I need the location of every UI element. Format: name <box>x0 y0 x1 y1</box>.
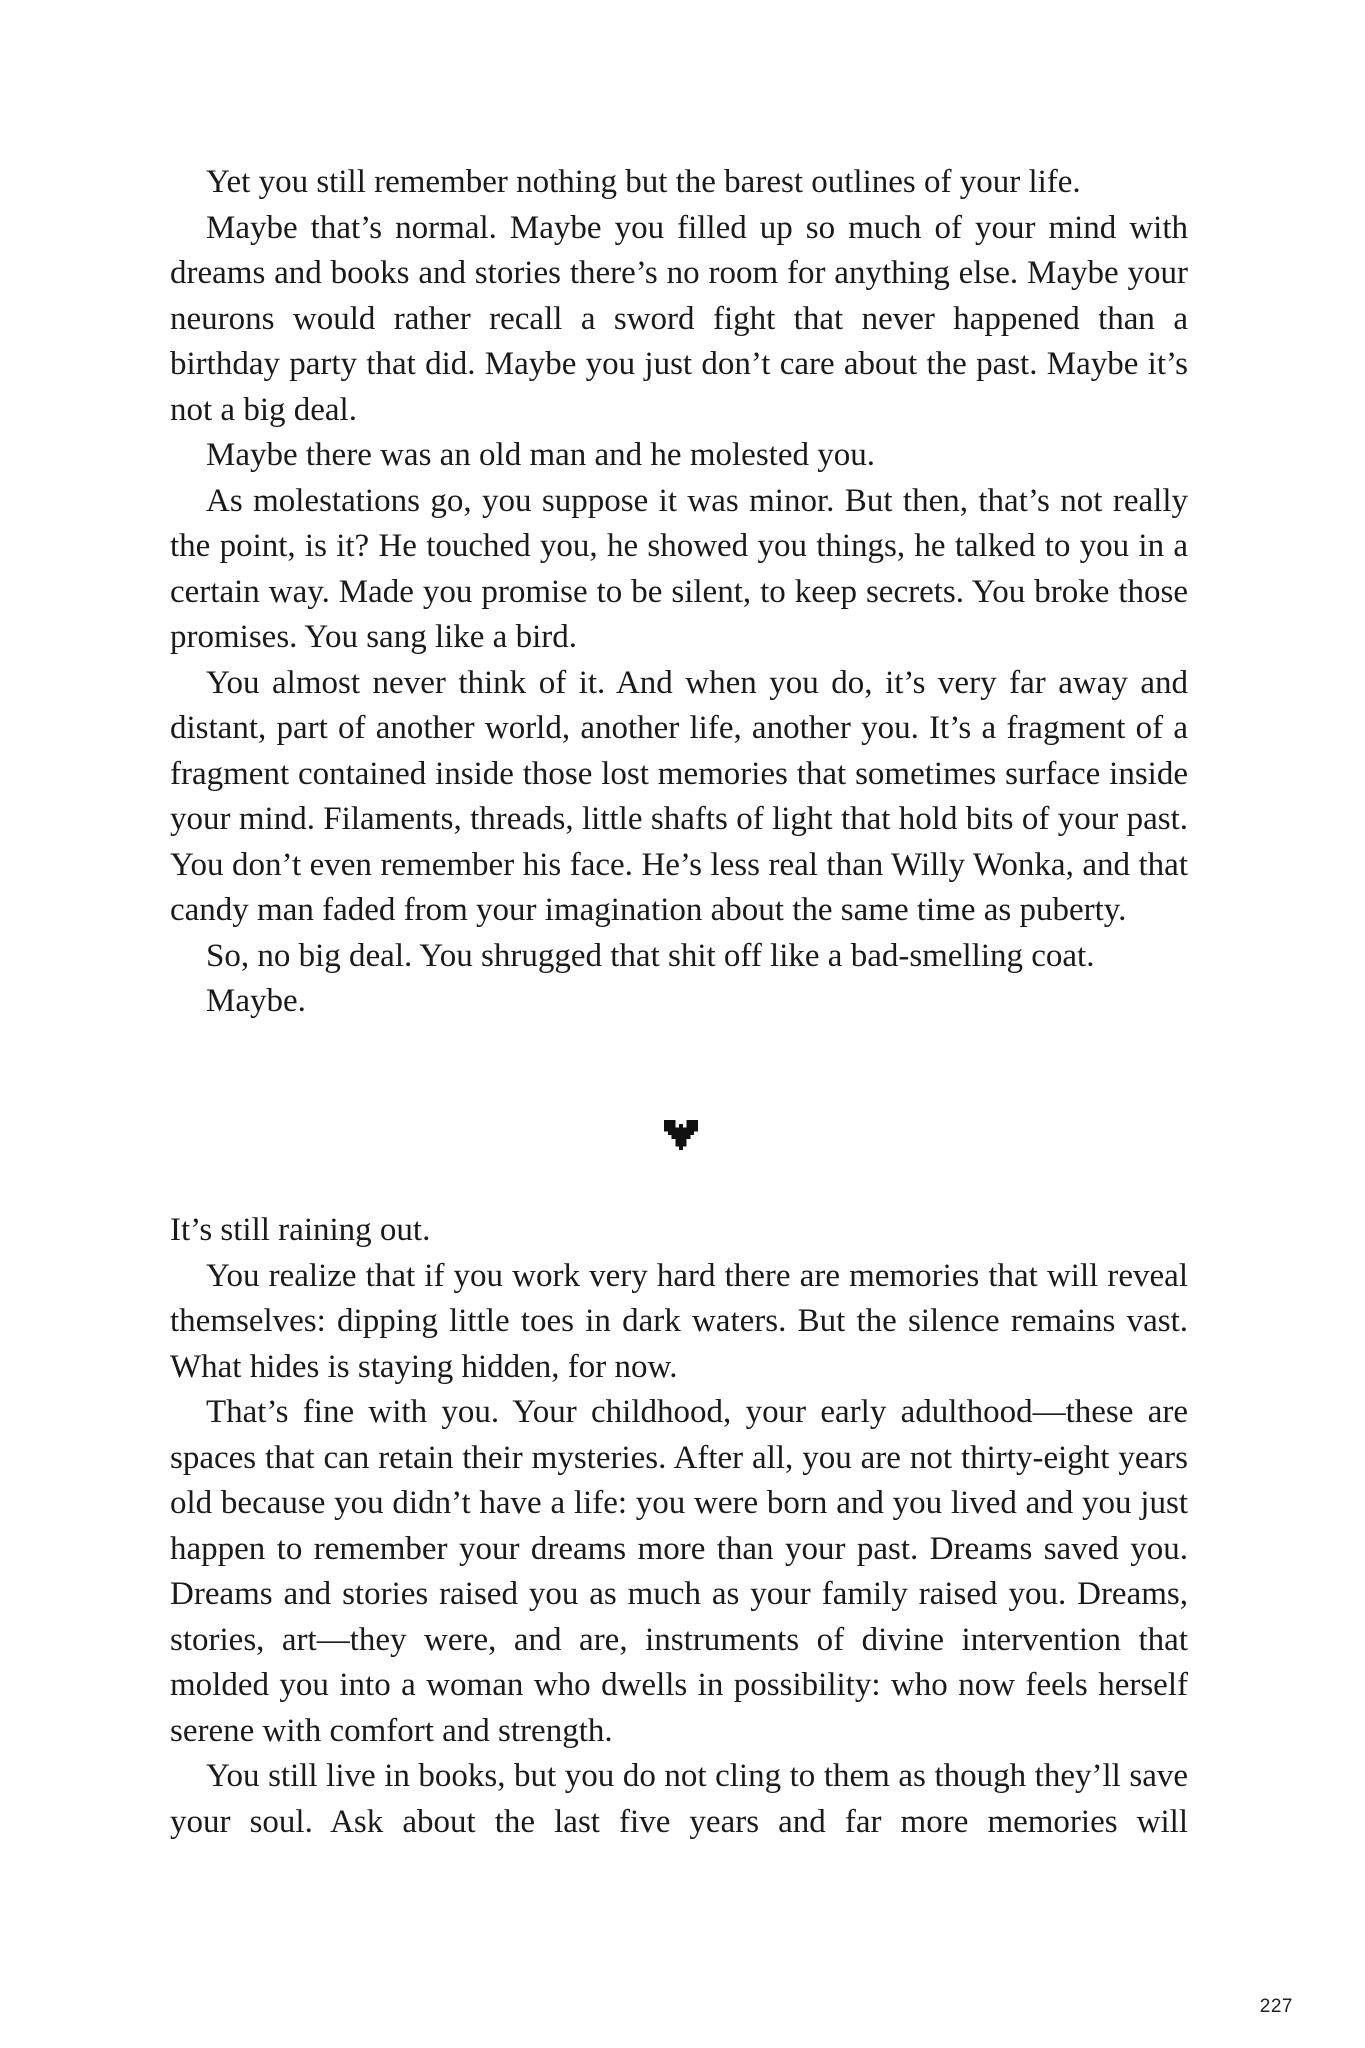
paragraph: Yet you still remember nothing but the barest outlines of your life. <box>206 164 1081 200</box>
paragraph: Maybe. <box>206 983 306 1019</box>
paragraph: So, no big deal. You shrugged that shit off like a bad-smelling coat. <box>206 937 1095 974</box>
paragraph: You almost never think of it. And when you do, it’s very far away and distant, part of another world, another life, another you. It’s a fragment of a fragment contained inside those lost memories that sometimes surface inside your mind. Filaments, threads, little shafts of light that hold bits of your past. You don’t even remember his face. He’s less real than Willy Wonka, and that candy man faded from your imagination about the same time as puberty. <box>170 664 1188 928</box>
pixel-heart-icon <box>664 1120 698 1150</box>
paragraph: That’s fine with you. Your childhood, your early adulthood—these are spaces that can retain their mysteries. After all, you are not thirty-eight years old because you didn’t have a life: you were born and you lived and you just happen to remember your dreams more than your past. Dreams saved you. Dreams and stories raised you as much as your family raised you. Dreams, stories, art—they were, and are, instruments of divine intervention that molded you into a woman who dwells in possibility: who now feels herself serene with comfort and strength. <box>170 1394 1188 1749</box>
paragraph: It’s still raining out. <box>170 1212 431 1248</box>
page-number: 227 <box>1259 1996 1293 2017</box>
paragraph: You still live in books, but you do not cling to them as though they’ll save your soul. Ask about the last five years and far more memories will <box>170 1758 1188 1840</box>
section-two-text <box>170 1208 1188 1845</box>
paragraph: Maybe there was an old man and he molested you. <box>206 437 875 473</box>
paragraph: You realize that if you work very hard there are memories that will reveal themselves: dipping little toes in dark waters. But the silence remains vast. What hides is staying hidden, for now. <box>170 1257 1188 1385</box>
section-one-text <box>170 160 1188 1025</box>
paragraph: Maybe that’s normal. Maybe you filled up so much of your mind with dreams and books and stories there’s no room for anything else. Maybe your neurons would rather recall a sword fight that never happened than a birthday party that did. Maybe you just don’t care about the past. Maybe it’s not a big deal. <box>170 209 1188 428</box>
paragraph: As molestations go, you suppose it was minor. But then, that’s not really the point, is it? He touched you, he showed you things, he talked to you in a certain way. Made you promise to be silent, to keep secrets. You broke those promises. You sang like a bird. <box>170 482 1188 655</box>
